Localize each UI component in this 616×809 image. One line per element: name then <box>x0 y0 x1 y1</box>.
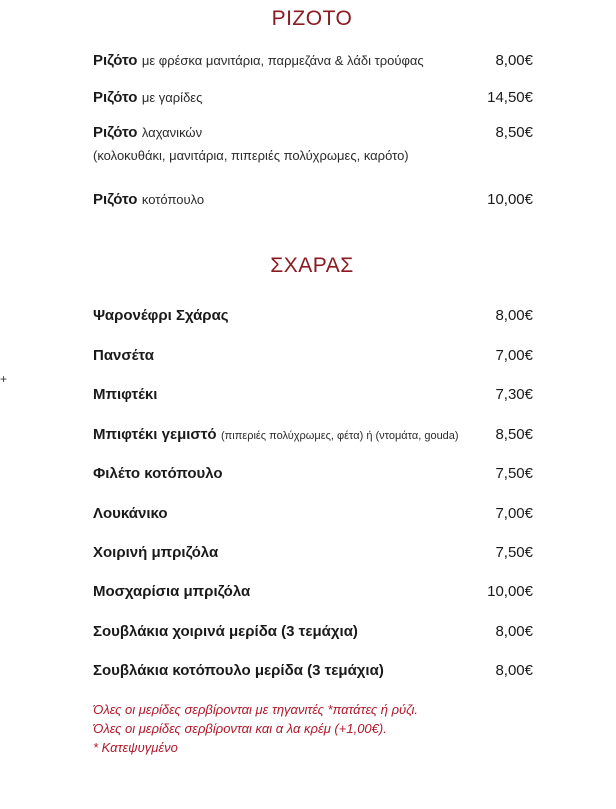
menu-item-grill <box>93 305 533 327</box>
item-price: 7,50€ <box>495 465 533 482</box>
item-price: 7,50€ <box>495 544 533 561</box>
item-name: Μπιφτέκι <box>93 386 158 403</box>
item-price: 10,00€ <box>487 191 533 208</box>
menu-notes <box>93 700 533 757</box>
item-price: 8,00€ <box>495 662 533 679</box>
item-description: (πιπεριές πολύχρωμες, φέτα) ή (ντομάτα, gouda) <box>221 430 459 442</box>
item-price: 7,00€ <box>495 347 533 364</box>
item-description: κοτόπουλο <box>141 192 205 207</box>
menu-item-grill <box>93 384 533 406</box>
menu-item-grill <box>93 542 533 564</box>
item-name: Ριζότο <box>93 52 138 69</box>
item-name: Χοιρινή μπριζόλα <box>93 544 219 561</box>
menu-item-grill <box>93 345 533 367</box>
item-price: 8,50€ <box>495 124 533 141</box>
item-price: 10,00€ <box>487 583 533 600</box>
menu-item-grill <box>93 503 533 525</box>
item-description: λαχανικών <box>141 125 203 140</box>
item-name: Πανσέτα <box>93 347 154 364</box>
menu-item-grill <box>93 621 533 643</box>
menu-item-grill <box>93 463 533 485</box>
note-line: Όλες οι μερίδες σερβίρονται με τηγανιτές *πατάτες ή ρύζι. <box>93 702 418 717</box>
menu-item-risotto-vegetables <box>93 122 533 166</box>
item-name: Φιλέτο κοτόπουλο <box>93 465 223 482</box>
item-price: 7,30€ <box>495 386 533 403</box>
item-name: Ριζότο <box>93 89 138 106</box>
item-description: με γαρίδες <box>141 90 203 105</box>
item-name: Λουκάνικο <box>93 505 168 522</box>
item-description: με φρέσκα μανιτάρια, παρμεζάνα & λάδι τρούφας <box>141 53 424 68</box>
note-line: * Κατεψυγμένο <box>93 740 178 755</box>
menu-item-risotto-chicken <box>93 189 533 211</box>
item-name: Ψαρονέφρι Σχάρας <box>93 307 229 324</box>
item-price: 14,50€ <box>487 89 533 106</box>
item-ingredients: (κολοκυθάκι, μανιτάρια, πιπεριές πολύχρωμες, καρότο) <box>93 148 409 163</box>
item-price: 8,50€ <box>495 426 533 443</box>
item-price: 7,00€ <box>495 505 533 522</box>
item-name: Ριζότο <box>93 191 138 208</box>
item-price: 8,00€ <box>495 307 533 324</box>
item-name: Σουβλάκια κοτόπουλο μερίδα (3 τεμάχια) <box>93 662 384 679</box>
margin-marker: + <box>0 372 8 386</box>
section-title-risotto: ΡΙΖΟΤΟ <box>271 7 353 30</box>
menu-item-grill <box>93 581 533 603</box>
item-name: Ριζότο <box>93 124 138 141</box>
menu-item-grill <box>93 660 533 682</box>
section-title-grill: ΣΧΑΡΑΣ <box>270 254 354 277</box>
menu-item-grill <box>93 424 533 446</box>
item-name: Μοσχαρίσια μπριζόλα <box>93 583 251 600</box>
menu-item-risotto-mushroom <box>93 50 533 72</box>
menu-item-risotto-shrimp <box>93 87 533 109</box>
item-name: Μπιφτέκι γεμιστό <box>93 426 217 443</box>
item-price: 8,00€ <box>495 623 533 640</box>
item-name: Σουβλάκια χοιρινά μερίδα (3 τεμάχια) <box>93 623 358 640</box>
item-price: 8,00€ <box>495 52 533 69</box>
note-line: Όλες οι μερίδες σερβίρονται και α λα κρέμ (+1,00€). <box>93 721 387 736</box>
